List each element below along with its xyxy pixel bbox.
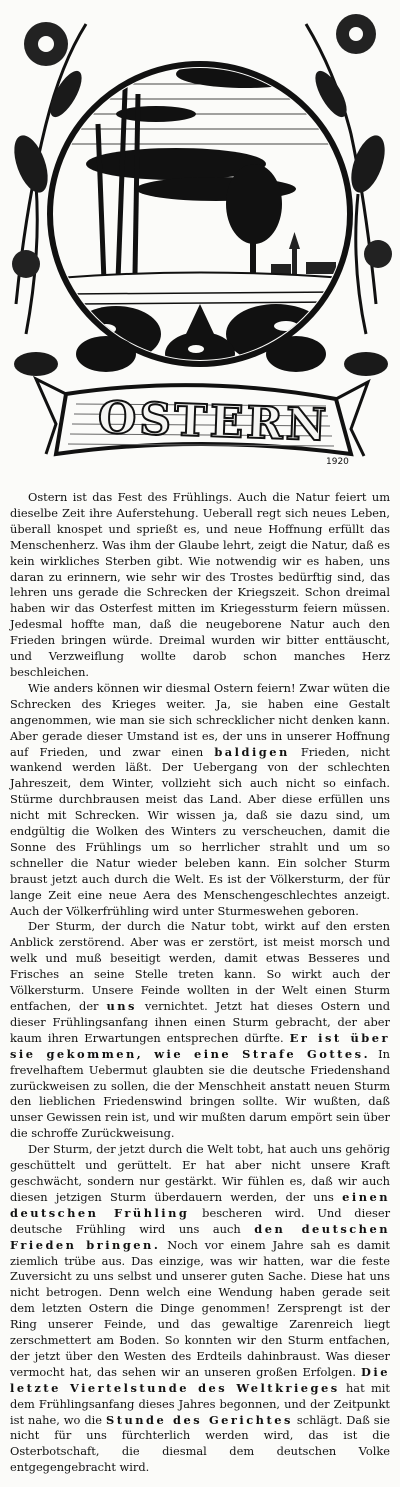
paragraph-text: Wie anders können wir diesmal Ostern feiern! Zwar wüten die Schrecken des Krieges weiter. Ja, sie haben eine Gestalt angenommen, wie man sie sich schrecklicher nicht denken kann. Aber gerade dieser Umstand ist es, der uns in unserer Hoffnung auf Frieden, und zwar einen	[10, 680, 390, 759]
article-paragraph-2	[10, 681, 390, 920]
spaced-emphasis: baldigen	[214, 744, 290, 759]
spaced-emphasis: Er ist über sie gekommen, wie eine Strafe Gottes.	[10, 1030, 390, 1061]
paragraph-text: Frieden, nicht wankend werden läßt. Der Uebergang von der schlechten Jahreszeit, dem Winter, vollzieht sich auch nicht so einfach. Stürme durchbrausen meist das Land. Aber diese erfüllen uns nicht mit Schrecken. Wir wissen ja, daß sie dazu sind, um endgültig die Wolken des Winters zu verscheuchen, damit die Sonne des Frühlings um so herrlicher strahlt und um so schneller die Natur wieder beleben kann. Ein solcher Sturm braust jetzt auch durch die Welt. Es ist der Völkersturm, der für lange Zeit eine neue Aera des Menschengeschlechtes anzeigt. Auch der Völkerfrühling wird unter Sturmeswehen geboren.	[10, 744, 391, 918]
spaced-emphasis: uns	[106, 999, 137, 1013]
spaced-emphasis: Die letzte Viertelstunde des Weltkrieges	[10, 1364, 390, 1395]
artist-signature: 1920	[326, 457, 349, 466]
illustration-title: OSTERN	[97, 392, 330, 452]
paragraph-text: In frevelhaftem Uebermut glaubten sie die deutsche Friedenshand zurückweisen zu sollen, die der Menschheit anstatt neuen Sturm den lieblichen Friedenswind bringen sollte. Wir wußten, daß unser Gewissen rein ist, und wir mußten darum empört sein über die schroffe Zurückweisung.	[10, 1046, 391, 1141]
article-paragraph-4	[10, 1142, 390, 1476]
article-paragraph-1: Ostern ist das Fest des Frühlings. Auch die Natur feiert um dieselbe Zeit ihre Auferstehung. Ueberall regt sich neues Leben, überall knospet und sprießt es, und neue Hoffnung erfüllt das Menschenherz. Was ihm der Glaube lehrt, zeigt die Natur, daß es kein wirkliches Sterben gibt. Wie notwendig wir es haben, uns daran zu erinnern, wie sehr wir des Trostes bedürftig sind, das lehren uns gerade die Schrecken der Kriegszeit. Schon dreimal haben wir das Osterfest mitten im Kriegessturm feiern müssen. Jedesmal hoffte man, daß die neugeborene Natur auch den Frieden bringen würde. Dreimal wurden wir bitter enttäuscht, und Verzweiflung wollte darob schon manches Herz beschleichen.	[10, 490, 390, 679]
paragraph-text: Der Sturm, der jetzt durch die Welt tobt, hat auch uns gehörig geschüttelt und gerüttelt. Er hat aber nicht unsere Kraft geschwächt, sondern nur gestärkt. Wir fühlen es, daß wir auch diesen jetzigen Sturm überdauern werden, der uns	[10, 1142, 390, 1204]
paragraph-text: Der Sturm, der durch die Natur tobt, wirkt auf den ersten Anblick zerstörend. Aber was er zerstört, ist meist morsch und welk und muß beseitigt werden, damit etwas Besseres und Frisches an seine Stelle treten kann. So wirkt auch der Völkersturm. Unsere Feinde wollten in der Welt einen Sturm entfachen, der	[10, 919, 390, 1013]
spaced-emphasis: Stunde des Gerichtes	[105, 1412, 293, 1427]
spaced-emphasis: einen deutschen Frühling	[10, 1189, 391, 1220]
paragraph-text: bescheren wird. Und dieser deutsche Frühling wird uns auch	[10, 1205, 391, 1236]
paragraph-text: vernichtet. Jetzt hat dieses Ostern und dieser Frühlingsanfang ihnen einen Sturm gebracht, der aber kaum ihren Erwartungen entsprechen dürfte.	[10, 999, 390, 1045]
article-body	[10, 490, 390, 1476]
paragraph-text: hat mit dem Frühlingsanfang dieses Jahres begonnen, und der Zeitpunkt ist nahe, wo die	[10, 1380, 390, 1427]
paragraph-text: schlägt. Daß sie nicht für uns fürchterlich werden wird, das ist die Osterbotschaft, die diesmal dem deutschen Volke entgegengebracht wird.	[10, 1412, 390, 1475]
article-paragraph-3	[10, 919, 390, 1142]
paragraph-text: Noch vor einem Jahre sah es damit ziemlich trübe aus. Das einzige, was wir hatten, war die feste Zuversicht zu uns selbst und unserer guten Sache. Diese hat uns nicht betrogen. Denn welch eine Wendung haben gerade seit dem letzten Ostern die Dinge genommen! Zersprengt ist der Ring unserer Feinde, und das gewaltige Zarenreich liegt zerschmettert am Boden. So konnten wir den Sturm entfachen, der jetzt über den Westen des Erdteils dahinbraust. Was dieser vermocht hat, das sehen wir an unseren großen Erfolgen.	[10, 1237, 390, 1379]
easter-illustration	[6, 4, 394, 466]
spaced-emphasis: den deutschen Frieden bringen.	[10, 1221, 390, 1252]
